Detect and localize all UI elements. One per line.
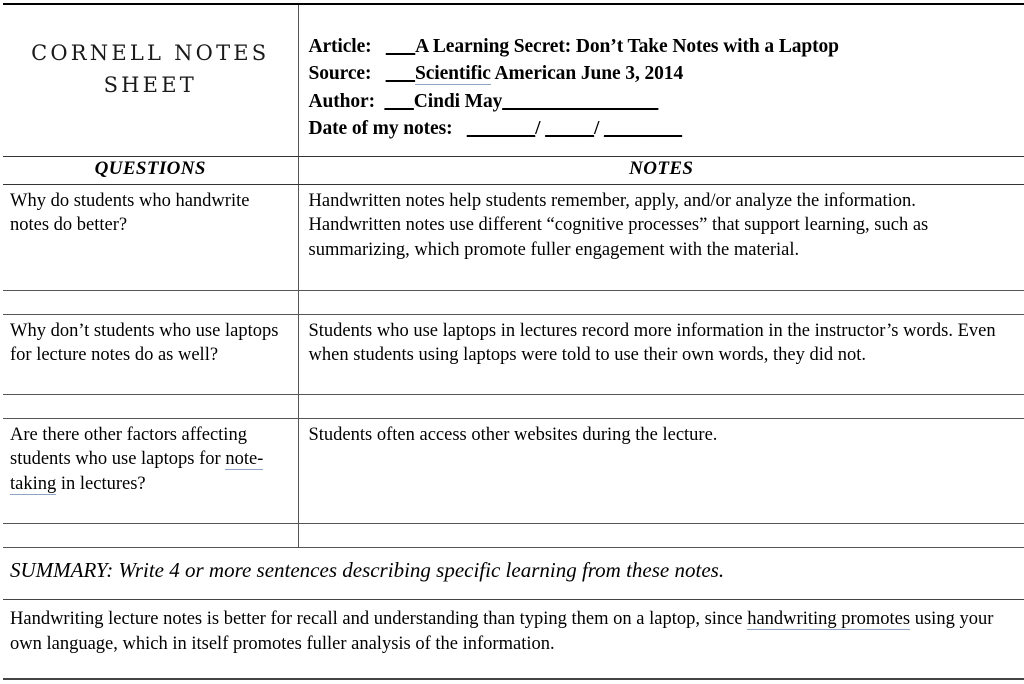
sheet-title-line-1: CORNELL NOTES [31, 41, 270, 65]
question-cell-3[interactable] [3, 418, 298, 523]
column-header-row [3, 156, 1024, 184]
note-row [3, 184, 1024, 290]
date-label: Date of my notes: [308, 118, 453, 140]
spacer-cell-left-2 [3, 394, 298, 418]
date-blank-day: _____ [545, 118, 594, 140]
note-row [3, 314, 1024, 394]
source-value-spellchecked: Scientific [414, 63, 491, 85]
sheet-title-cell [3, 4, 298, 156]
spacer-row [3, 394, 1024, 418]
notes-cell-2[interactable]: Students who use laptops in lectures record more information in the instructor’s words. Even when students using laptops were told to use their own words, they did not. [298, 314, 1024, 394]
author-label: Author: [308, 90, 375, 112]
sheet-title-line-2: SHEET [103, 72, 197, 97]
summary-body-spellchecked: handwriting promotes [747, 608, 911, 629]
article-label: Article: [308, 36, 372, 57]
spacer-row [3, 523, 1024, 547]
article-metadata-cell [298, 4, 1024, 156]
author-blank-suffix: ________________ [502, 90, 659, 112]
spacer-cell-left-1 [3, 290, 298, 314]
cornell-notes-table [3, 3, 1024, 680]
author-blank-prefix: ___ [384, 90, 414, 112]
questions-column-header: QUESTIONS [3, 156, 298, 184]
notes-cell-3[interactable]: Students often access other websites during the lecture. [298, 418, 1024, 523]
source-value-rest: American June 3, 2014 [490, 63, 684, 85]
question-3-part-1: Are there other factors affecting students who use laptops for [10, 424, 247, 470]
summary-body-part-2: using your own language, which in itself promotes fuller analysis of the information. [10, 608, 994, 655]
question-cell-1[interactable]: Why do students who handwrite notes do better? [3, 184, 298, 290]
article-line [309, 33, 1024, 60]
author-value: Cindi May [413, 90, 503, 112]
spacer-row [3, 290, 1024, 314]
date-separator-1: / [535, 118, 541, 140]
article-value: A Learning Secret: Don’t Take Notes with a Laptop [415, 36, 839, 57]
spacer-cell-right-2 [298, 394, 1024, 418]
question-3-part-2: in lectures? [56, 474, 146, 495]
summary-prompt-row [3, 547, 1024, 599]
summary-body[interactable] [3, 599, 1024, 679]
author-line [309, 88, 1024, 115]
question-cell-2[interactable]: Why don’t students who use laptops for lecture notes do as well? [3, 314, 298, 394]
notes-cell-1[interactable]: Handwritten notes help students remember, apply, and/or analyze the information. Handwritten notes use different “cognitive processes” that support learning, such as summarizing, which promote fuller engagement with the material. [298, 184, 1024, 290]
note-row [3, 418, 1024, 523]
spacer-cell-right-1 [298, 290, 1024, 314]
summary-prompt: SUMMARY: Write 4 or more sentences describing specific learning from these notes. [3, 547, 1024, 599]
summary-body-row [3, 599, 1024, 679]
date-line [309, 115, 1024, 142]
source-line [309, 60, 1024, 87]
date-blank-month: _______ [466, 118, 536, 140]
header-row [3, 4, 1024, 156]
source-blank: ___ [385, 63, 415, 85]
summary-body-part-1: Handwriting lecture notes is better for recall and understanding than typing them on a laptop, since [10, 608, 748, 629]
spacer-cell-right-3 [298, 523, 1024, 547]
source-label: Source: [308, 63, 372, 85]
date-separator-2: / [593, 118, 600, 140]
date-blank-year: ________ [604, 118, 683, 140]
question-3-spellchecked: note-taking [10, 449, 264, 495]
article-blank: ___ [385, 36, 416, 57]
notes-column-header: NOTES [298, 156, 1024, 184]
spacer-cell-left-3 [3, 523, 298, 547]
